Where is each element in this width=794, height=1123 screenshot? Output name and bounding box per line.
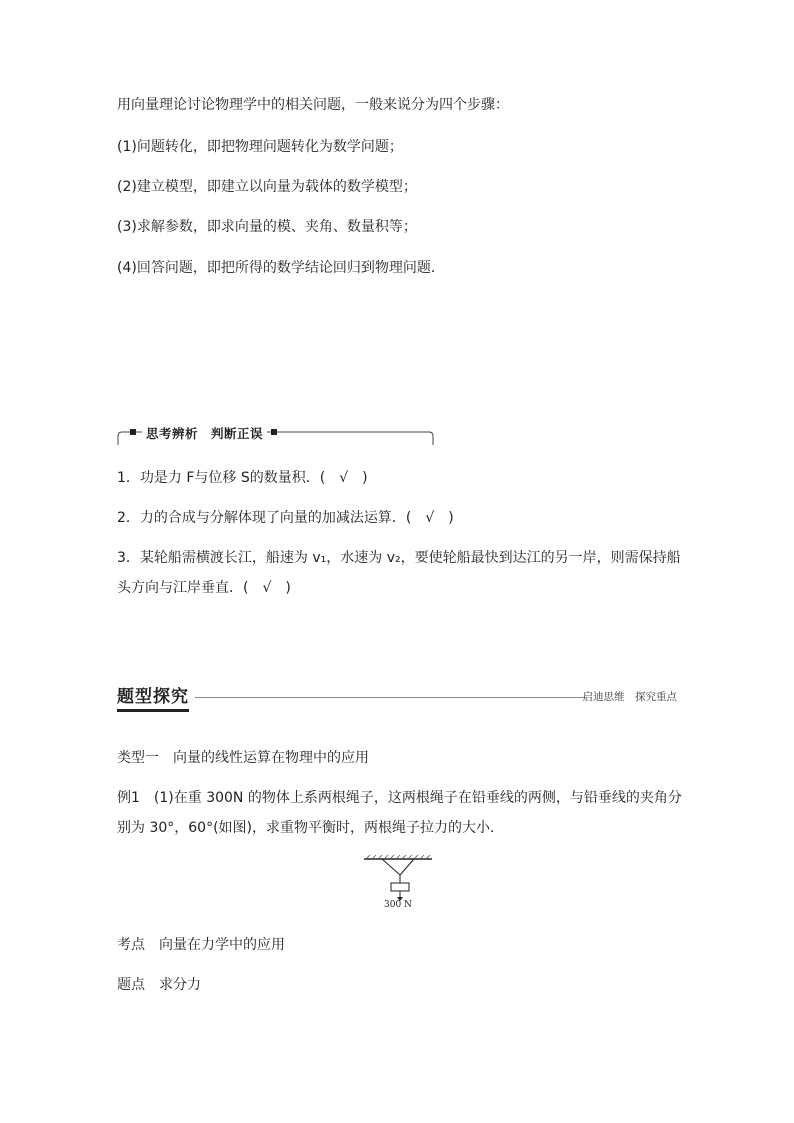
kaodian: 考点 向量在力学中的应用	[117, 937, 285, 953]
figure-label: 300 N	[384, 900, 412, 910]
tidian: 题点 求分力	[117, 977, 201, 993]
step-4: (4)回答问题，即把所得的数学结论回归到物理问题．	[117, 260, 445, 276]
judge-box-title: 思考辨析 判断正误	[142, 424, 267, 442]
step-3: (3)求解参数，即求向量的模、夹角、数量积等；	[117, 219, 417, 235]
step-1: (1)问题转化，即把物理问题转化为数学问题；	[117, 139, 403, 155]
judge-box-header	[117, 422, 434, 446]
section-divider	[195, 697, 585, 698]
section-subtitle: 启迪思维 探究重点	[582, 691, 677, 703]
example-1-text: 例1 (1)在重 300N 的物体上系两根绳子，这两根绳子在铅垂线的两侧，与铅垂线的夹角分别为 30°，60°(如图)，求重物平衡时，两根绳子拉力的大小．	[117, 790, 682, 836]
judgment-1: 1．功是力 F与位移 S的数量积．( √ )	[117, 470, 368, 486]
judgment-3: 3．某轮船需横渡长江，船速为 v₁，水速为 v₂，要使轮船最快到达江的另一岸，则需保持船头方向与江岸垂直．( √ )	[117, 550, 681, 596]
step-2: (2)建立模型，即建立以向量为载体的数学模型；	[117, 179, 417, 195]
section-title: 题型探究	[117, 686, 189, 712]
section-header	[117, 686, 677, 716]
type-heading: 类型一 向量的线性运算在物理中的应用	[117, 750, 369, 766]
judgment-2: 2．力的合成与分解体现了向量的加减法运算．( √ )	[117, 510, 454, 526]
intro-heading: 用向量理论讨论物理学中的相关问题，一般来说分为四个步骤：	[117, 97, 509, 113]
